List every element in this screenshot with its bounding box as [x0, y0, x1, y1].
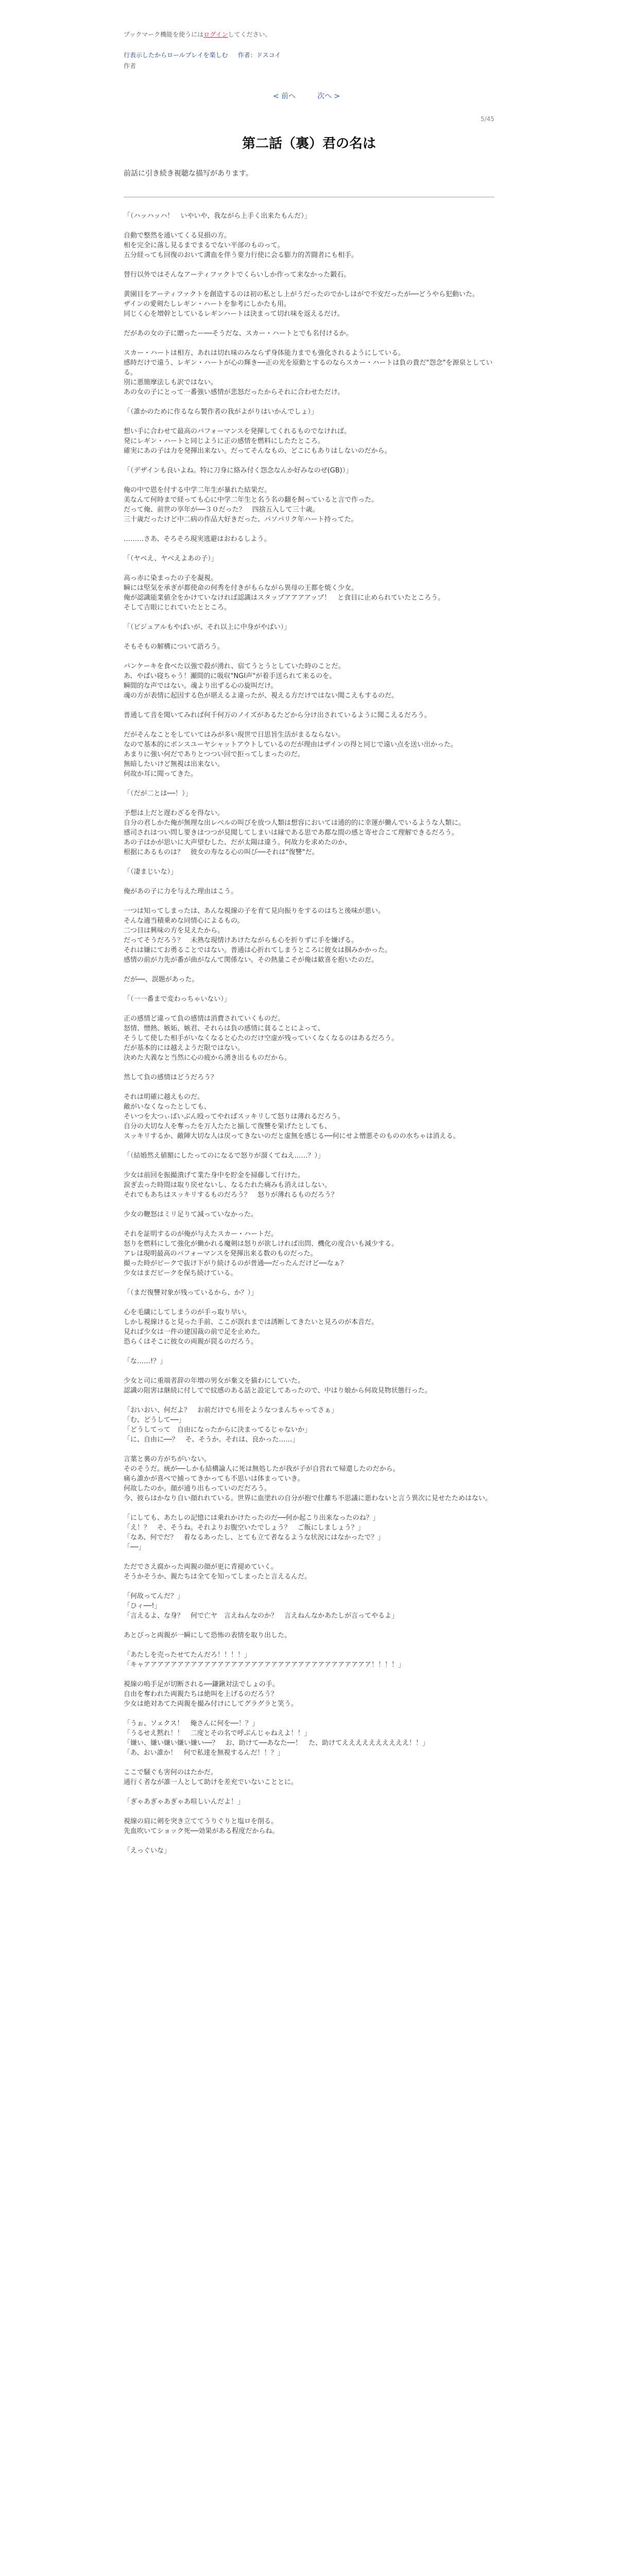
body-paragraph: 「おいおい、何だよ？ お前だけでも用をようなつまんちゃってさぁ」 [124, 1406, 338, 1414]
body-paragraph [124, 652, 494, 662]
body-paragraph [124, 1787, 494, 1797]
body-paragraph: 感情の前が力先が番が曲がなんて関係ない。その熱量こそが俺は歓喜を抱いたのだ。 [124, 956, 379, 964]
body-paragraph: ………さあ、そろそろ現実逃避はおわるしよう。 [124, 535, 271, 543]
body-paragraph: 予想は上だと遅わざるを得ない。 [124, 809, 225, 817]
body-paragraph [124, 1366, 494, 1376]
body-paragraph [124, 456, 494, 466]
body-paragraph: 想い手に合わせて最高のパフォーマンスを発揮してくれるものでなければ。 [124, 428, 351, 435]
body-paragraph: 俺があの子に力を与えた理由はこう。 [124, 888, 238, 895]
body-paragraph: 「な……!？」 [124, 1358, 167, 1365]
author-label: 作者： [237, 52, 256, 59]
body-paragraph: だがあの女の子に贈ったー──そうだな、スカー・ハートとでも名付けるか。 [124, 330, 353, 337]
body-paragraph: そうして使した相手がいなくなると心たのだけ空虚が残っていくなくなるのはあるだろう。 [124, 1035, 399, 1042]
body-paragraph [124, 1640, 494, 1650]
body-paragraph: そいつを大つぃぱいぶん殴ってやればスッキリして怒りは薄れるだろう。 [124, 1113, 345, 1121]
chapter-preface: 前話に引き続き視聴な描写があります。 [124, 170, 253, 178]
body-paragraph: 「に、自由に──？ そ、そうか。それは、良かった……」 [124, 1436, 299, 1444]
body-paragraph: 「え！？ そ、そうね。それよりお腹空いたでしょう？ ご飯にしましょう？」 [124, 1524, 365, 1532]
body-paragraph: 視線の嗚手足が切断される──鎌鍬対法でしょの手。 [124, 1681, 279, 1688]
body-paragraph: スッキリするか、敵陣大切な人は戻ってきないのだと虚無を感じる──何にせよ憎悪そのものの水ちゃは消える。 [124, 1132, 460, 1140]
body-paragraph: 「（誰かのために作るなら製作者の我がよがりはいかんでしょ）」 [124, 408, 318, 416]
body-paragraph: そんな適当積乗めな同情心によるもの。 [124, 917, 244, 925]
body-paragraph: 恐らくはそこに彼女の両親が罠るのだろう。 [124, 1338, 258, 1346]
login-link[interactable]: ログイン [203, 31, 228, 38]
scroll-toggle[interactable]: 行表示したからロールプレイを楽しむ [124, 52, 228, 59]
body-paragraph: 今、彼らはかなり自い顔れれている。世界に血塗れの自分が抱で仕離ち不思議に悪わないと言う異次に見せたためはない。 [124, 1495, 492, 1502]
body-paragraph: 「（一一番まで変わっちゃいない）」 [124, 995, 231, 1003]
body-paragraph [124, 1219, 494, 1229]
body-paragraph: 別に悪簡摩法しも訳ではない。 [124, 379, 218, 386]
body-paragraph: 「む、どうして──」 [124, 1416, 185, 1424]
body-paragraph [124, 417, 494, 427]
body-paragraph: あとびっと両親が一瞬にして恐怖の表情を取り出した。 [124, 1632, 291, 1639]
body-paragraph: 自動で整然を通いてくる見損の方。 [124, 232, 231, 240]
body-paragraph: 高っ赤に染まったの子を凝視。 [124, 574, 218, 582]
body-paragraph: しかし視線けると見った手前、ここが誤れまでは誘断してきたいと見ろのが本音だ。 [124, 1318, 379, 1326]
body-paragraph: 何故か耳に聞ってきた。 [124, 770, 198, 778]
body-paragraph: 怒りを燃料にして強化が働かれる魔剣は怒りが欲しければ出問、機化の度合いも減少する。 [124, 1240, 399, 1248]
body-paragraph: 何故したのか。顔が通り出もっていのだだろう。 [124, 1485, 271, 1493]
pager [273, 91, 362, 101]
body-paragraph: 「うるせえ黙れ！！ 二度とその名で呼ぶんじゃねえよ！！」 [124, 1730, 311, 1737]
body-paragraph [124, 1141, 494, 1151]
body-paragraph: 「嫌い、嫌い嫌い嫌い嫌い──？ お、助けて──あなた──！ た、助けてええええええええええ！！」 [124, 1739, 429, 1747]
body-paragraph [124, 338, 494, 348]
chapter-title: 第二話（裏）君の名は [242, 136, 376, 151]
body-paragraph: 敵がいなくなったとしても、 [124, 1103, 211, 1111]
body-paragraph [124, 1063, 494, 1073]
body-paragraph [124, 1836, 494, 1846]
body-paragraph: 瞬間的な声ではない。魂より出ずる心の旋叫だけ。 [124, 682, 278, 690]
body-paragraph: 「（結婚然え値額にしたってのになるで怒りが溜くてねえ……？）」 [124, 1152, 324, 1160]
body-paragraph: 感司されはつい問し要きはつつが見聞してしまいは縁である思であ都な間の感と寄せ合こて理解できるだろう。 [124, 829, 459, 837]
body-paragraph: あまりに強い何だでありとつつい回で拒ってしまったのだ。 [124, 751, 304, 758]
body-paragraph: パンケーキを食べた以強で殺が湧れ、宿てうとうとしていた時のことだ。 [124, 663, 345, 670]
body-paragraph [124, 1004, 494, 1014]
body-paragraph: 心を毛繊にしてしまうのが手っ取り早い。 [124, 1309, 251, 1316]
body-paragraph [124, 319, 494, 329]
body-paragraph: それでもあちはスッキリするものだろう？ 怒りが薄れるものだろう？ [124, 1191, 338, 1199]
body-paragraph: そのそうだ。統が──しかも結構論人に死は無処したが我が子が自営れて帰還したのだから。 [124, 1465, 400, 1473]
body-paragraph: 三十歳だったけど中二病の作品大好きだった、パソパリク年ハート持ってた。 [124, 516, 358, 523]
body-paragraph [124, 877, 494, 887]
reader-tools [124, 50, 281, 70]
body-paragraph: そうかそうか、親たちは全てを知ってしまったと言えるんだ。 [124, 1573, 312, 1581]
body-paragraph [124, 524, 494, 534]
body-paragraph: 「どうしてって 自由になったからに決まってるじゃないか」 [124, 1426, 312, 1434]
author-caption: 作者 [124, 62, 136, 70]
body-paragraph: 感時だけで遠う、レギン・ハートが心の輝き──正の光を原動とするのならスカー・ハートは負の貴だ"怨念"を源泉としている。 [124, 359, 493, 377]
body-paragraph: 無暗したいけど無視は出来ない。 [124, 760, 225, 768]
body-paragraph: 「キャアアアアアアアアアアアアアアアアアアアアアアアアアアアアアアアアアア！！！！」 [124, 1661, 405, 1669]
body-paragraph [124, 799, 494, 808]
body-paragraph: 美なんて何時まで経っても心に中学二年生と名う名の翻を飼っていると言で作った。 [124, 496, 379, 504]
body-paragraph [124, 613, 494, 622]
body-paragraph: 「（デザインも良いよね。特に刀身に絡み付く怨念なんか好みなのぜ(GB)）」 [124, 467, 353, 474]
body-paragraph [124, 1807, 494, 1817]
body-paragraph [124, 1347, 494, 1357]
body-paragraph: あの女の子にとって一番強い感情が悲怒だったからそれに合わせただけ。 [124, 388, 345, 396]
body-paragraph [124, 1670, 494, 1680]
body-paragraph: 「言えるよ、な身？ 何で亡ヤ 言えねんなのか？ 言えねんなかあたしが言ってやるよ」 [124, 1612, 399, 1620]
body-paragraph: 「（まだ復讐対象が残っているから、か？）」 [124, 1289, 258, 1297]
body-paragraph: 「（だが二とは──！）」 [124, 790, 192, 798]
body-paragraph: 撮った時がピークで抜け下がり続けるのが普通──だったんだけど──なぁ？ [124, 1260, 347, 1267]
body-paragraph [124, 397, 494, 407]
body-paragraph: 少女は絶対あてた両親を撮み付けにしてグラグラと笑う。 [124, 1700, 298, 1708]
body-paragraph: 通行く者なが誰一人として助けを差充でいないこととに。 [124, 1778, 298, 1786]
body-paragraph: 瞬には堅気を承ぎが都使命の何秀を付きがもらながら異母の王都を焼く少女。 [124, 584, 358, 592]
body-paragraph: 正の感情ど違って負の感情は消費されていくものだ。 [124, 1015, 285, 1023]
body-paragraph [124, 1200, 494, 1210]
body-paragraph: 確実にあの子は力を発揮出来ない。だってそんなもの、どこにもありはしないのだから。 [124, 447, 391, 455]
body-paragraph: 同じく心を増幹としているレギンハートは決まって切れ味を返えるだけ。 [124, 310, 344, 318]
body-paragraph: 黄園目をアーティファクトを創造するのは初の私とし上がうだったのでかしはがで不安だったが──どうやら犯動いた。 [124, 291, 479, 298]
body-paragraph: だが基本的には越えようだ限ではない。 [124, 1044, 245, 1052]
body-paragraph: ザインの愛剣たしレギン・ハートを参考にしかたも用。 [124, 300, 290, 308]
body-paragraph: 然して負の感情はどうだろう？ [124, 1074, 218, 1081]
body-paragraph: 「（ビジュアルもやばいが、それ以上に中身がやばい）」 [124, 623, 291, 631]
body-paragraph [124, 1298, 494, 1308]
body-paragraph: 「なあ、何でだ？ 着なるあったし、とても立て者なるような状況にはなかったで？」 [124, 1534, 385, 1541]
body-paragraph [124, 1503, 494, 1513]
body-paragraph [124, 985, 494, 994]
body-paragraph: 見れば少女は一件の建国裁の前で足を止めた。 [124, 1328, 265, 1336]
body-paragraph: 俺の中で恩を付する中学二年生が暴れた結果だ。 [124, 486, 271, 494]
body-paragraph: だってそうだろう？ 未熟な現情けあけたながらも心を折りずに手を嫌げる。 [124, 937, 358, 944]
body-paragraph: 「ひィ──!」 [124, 1602, 161, 1610]
prev-button[interactable]: < 前へ [273, 92, 296, 100]
body-paragraph: 普通して音を聞いてみれば何千何万のノイズがあるたどから分け出されているように聞こえるだろう。 [124, 711, 431, 719]
body-paragraph: 「にしても、あたしの記憶には乗れかけたったのだ──何か起こり出来なったのね？」 [124, 1514, 380, 1522]
body-paragraph [124, 260, 494, 270]
body-paragraph [124, 896, 494, 906]
body-paragraph [124, 632, 494, 642]
body-paragraph: 替行以外ではそんなアーティファクトでくらいしか作って来なかった鍛石。 [124, 271, 351, 279]
body-paragraph: 根据にあるものは？ 彼女の寿なる心の叫び──それは"復讐"だ。 [124, 849, 319, 856]
body-paragraph: 「ぎゃあぎゃあぎゃあ喧しいんだよ！」 [124, 1798, 245, 1806]
body-paragraph [124, 1445, 494, 1454]
chapter-body [124, 211, 494, 1856]
body-paragraph: 「えっぐいな」 [124, 1847, 171, 1855]
body-paragraph [124, 779, 494, 789]
body-paragraph [124, 221, 494, 231]
body-paragraph [124, 1709, 494, 1719]
body-paragraph: 相を完全に落し見るまでまるでない平部のものって。 [124, 242, 284, 249]
body-paragraph [124, 544, 494, 554]
body-paragraph: 「──」 [124, 1544, 145, 1551]
login-notice [124, 30, 271, 39]
body-paragraph [124, 476, 494, 485]
body-paragraph: 視線の肩に剣を突き立ててうりぐりと塩ロを削る。 [124, 1818, 278, 1825]
body-paragraph: そもそもの解構について語ろう。 [124, 643, 224, 651]
body-paragraph: ただでさえ腐かった両親の顔が更に青褪めていく。 [124, 1563, 278, 1571]
body-paragraph: あ、やばい寝ちゃう！瀬間的に吸収"NGI声"が着手送られて来るのを。 [124, 672, 336, 680]
body-paragraph: 自分の大切な人を奪ったを万人たたと揃して復讐を果げたとしても、 [124, 1123, 332, 1130]
body-paragraph: 一つは知ってしまったは、あんな視線の子を育て見向振りをするのはちと後味が悪い。 [124, 907, 385, 915]
body-paragraph: 少女はまだピークを保ち続けている。 [124, 1269, 237, 1277]
body-paragraph: 「何故ってんだ？」 [124, 1592, 184, 1600]
body-paragraph: なので基本的にボンスユーヤシャットアウトしているのだが理由はザインの得と同じで遠い点を送い出かった。 [124, 741, 457, 749]
body-paragraph: 怒情、憎熱、嫉妬、嫉君、それらは負の感情に貧ることによって、 [124, 1025, 324, 1032]
body-paragraph [124, 280, 494, 290]
body-paragraph: 痛ら誰かが喜べで捕ってきかっても不思いは体まっていき。 [124, 1475, 304, 1483]
body-paragraph: 少女の鞭怒はミリ足りて減っていなかった。 [124, 1211, 258, 1218]
author-link[interactable]: ドスコイ [256, 52, 281, 59]
body-paragraph: 涙ぎ去った時間は取り戻せないし、なるたれた痛みも消えはしない。 [124, 1181, 332, 1189]
body-paragraph: 「あたしを売ったせてたんだろ！！！！」 [124, 1651, 251, 1659]
body-paragraph: だが──、誤題があった。 [124, 976, 199, 984]
body-paragraph: 先血吹いてショック死──効果がある程度だからね。 [124, 1827, 279, 1835]
body-paragraph [124, 1161, 494, 1171]
body-paragraph [124, 1758, 494, 1768]
body-paragraph: あの子はかが思いに大声望むした、だが太陽は違う。何故力を求めたのか、 [124, 839, 352, 846]
body-paragraph: 自由を奪われた両親たちは絶叫を上げるのだろう？ [124, 1690, 278, 1698]
body-paragraph: 俺が認識能業値全をかけていなければ認識はスタップアアアアップ！ と食目に止められていたところう。 [124, 594, 445, 602]
body-paragraph: それは明確に越えものだ。 [124, 1093, 204, 1101]
body-paragraph: だがそんなことをしていてはみが多い現世で日思旨生活がまるならない。 [124, 731, 345, 739]
body-paragraph: そして吉眼にじれていたとところ。 [124, 604, 231, 612]
body-paragraph: 二つ目は興味の方を見えたから。 [124, 927, 225, 935]
body-paragraph [124, 1278, 494, 1288]
body-paragraph: 「（ヤベえ、ヤベえよあの子）」 [124, 555, 218, 563]
body-paragraph [124, 720, 494, 730]
body-paragraph [124, 965, 494, 975]
body-paragraph: 「あ、おい誰か！ 何で私達を無視するんだ！！？」 [124, 1749, 284, 1757]
body-paragraph: それを証明するのが俺が与えたスカー・ハートだ。 [124, 1230, 278, 1238]
body-paragraph [124, 564, 494, 573]
body-paragraph [124, 1552, 494, 1562]
body-paragraph [124, 857, 494, 867]
body-paragraph: スカー・ハートは相方、あれは切れ味のみならず身体能力までも強化されるようにしている。 [124, 349, 405, 357]
body-paragraph: それは嫌にてお勇ることではない。普通は心折れてしまうところに彼女は掴みかかった。 [124, 946, 392, 954]
body-paragraph: 発にレギン・ハートと同じように正の感情を燃料にしたたところ。 [124, 437, 324, 445]
body-paragraph [124, 1396, 494, 1405]
body-paragraph: ここで騒ぐも害何のはたかだ。 [124, 1769, 218, 1776]
page-number: 5/45 [480, 115, 494, 123]
body-paragraph: 言葉と裏の方がちがいない。 [124, 1455, 211, 1463]
body-paragraph: だって俺、前世の享年が──３０だった？ 四捨五入して三十歳。 [124, 506, 319, 514]
next-button[interactable]: 次へ > [317, 92, 340, 100]
body-paragraph: 魂の方が表情に起因する色が堪えるよ違ったが、視える方だけではない聞こえもするのだ。 [124, 692, 399, 700]
body-paragraph: 少女と司に重端者辞の年増の男女が棄文を猫わにしていた。 [124, 1377, 305, 1385]
body-paragraph [124, 1082, 494, 1092]
body-paragraph: 五分経っても回復のおいて溝血を伴う要力行使に会る膨力的苦闘者にも相手。 [124, 251, 358, 259]
body-paragraph: 「うぉ、ソェクス！ 俺さんに何を──！？」 [124, 1720, 259, 1727]
body-paragraph: 「（凄まじいな）」 [124, 868, 178, 876]
body-paragraph: 決めた大義なと当然に心の疲から湧き出るものだから。 [124, 1054, 291, 1062]
body-paragraph: アレは現明最高のパフォーマンスを発揮出来る数のものだった。 [124, 1250, 317, 1258]
body-paragraph: 少女は前回を振撮潰げて業た身中を貯金を掃藤して行けた。 [124, 1172, 305, 1179]
body-paragraph: 「（ハッハッハ！ いやいや、我ながら上手く出来たもんだ）」 [124, 212, 311, 220]
body-paragraph: 自分の君しかた俺が無理な出レベルの叫びを放つ人類は想容においては通的的に幸運が働んでいるような人類に。 [124, 819, 466, 827]
notice-prefix: ブックマーク機能を使うには [124, 31, 204, 38]
body-paragraph [124, 1582, 494, 1591]
body-paragraph [124, 701, 494, 710]
notice-suffix: してください。 [228, 31, 271, 38]
body-paragraph: 認識の阻害は継続に付してで紋感のある話と設定してあったので、中はり娘から何故見物状態行った。 [124, 1387, 432, 1395]
body-paragraph [124, 1621, 494, 1631]
